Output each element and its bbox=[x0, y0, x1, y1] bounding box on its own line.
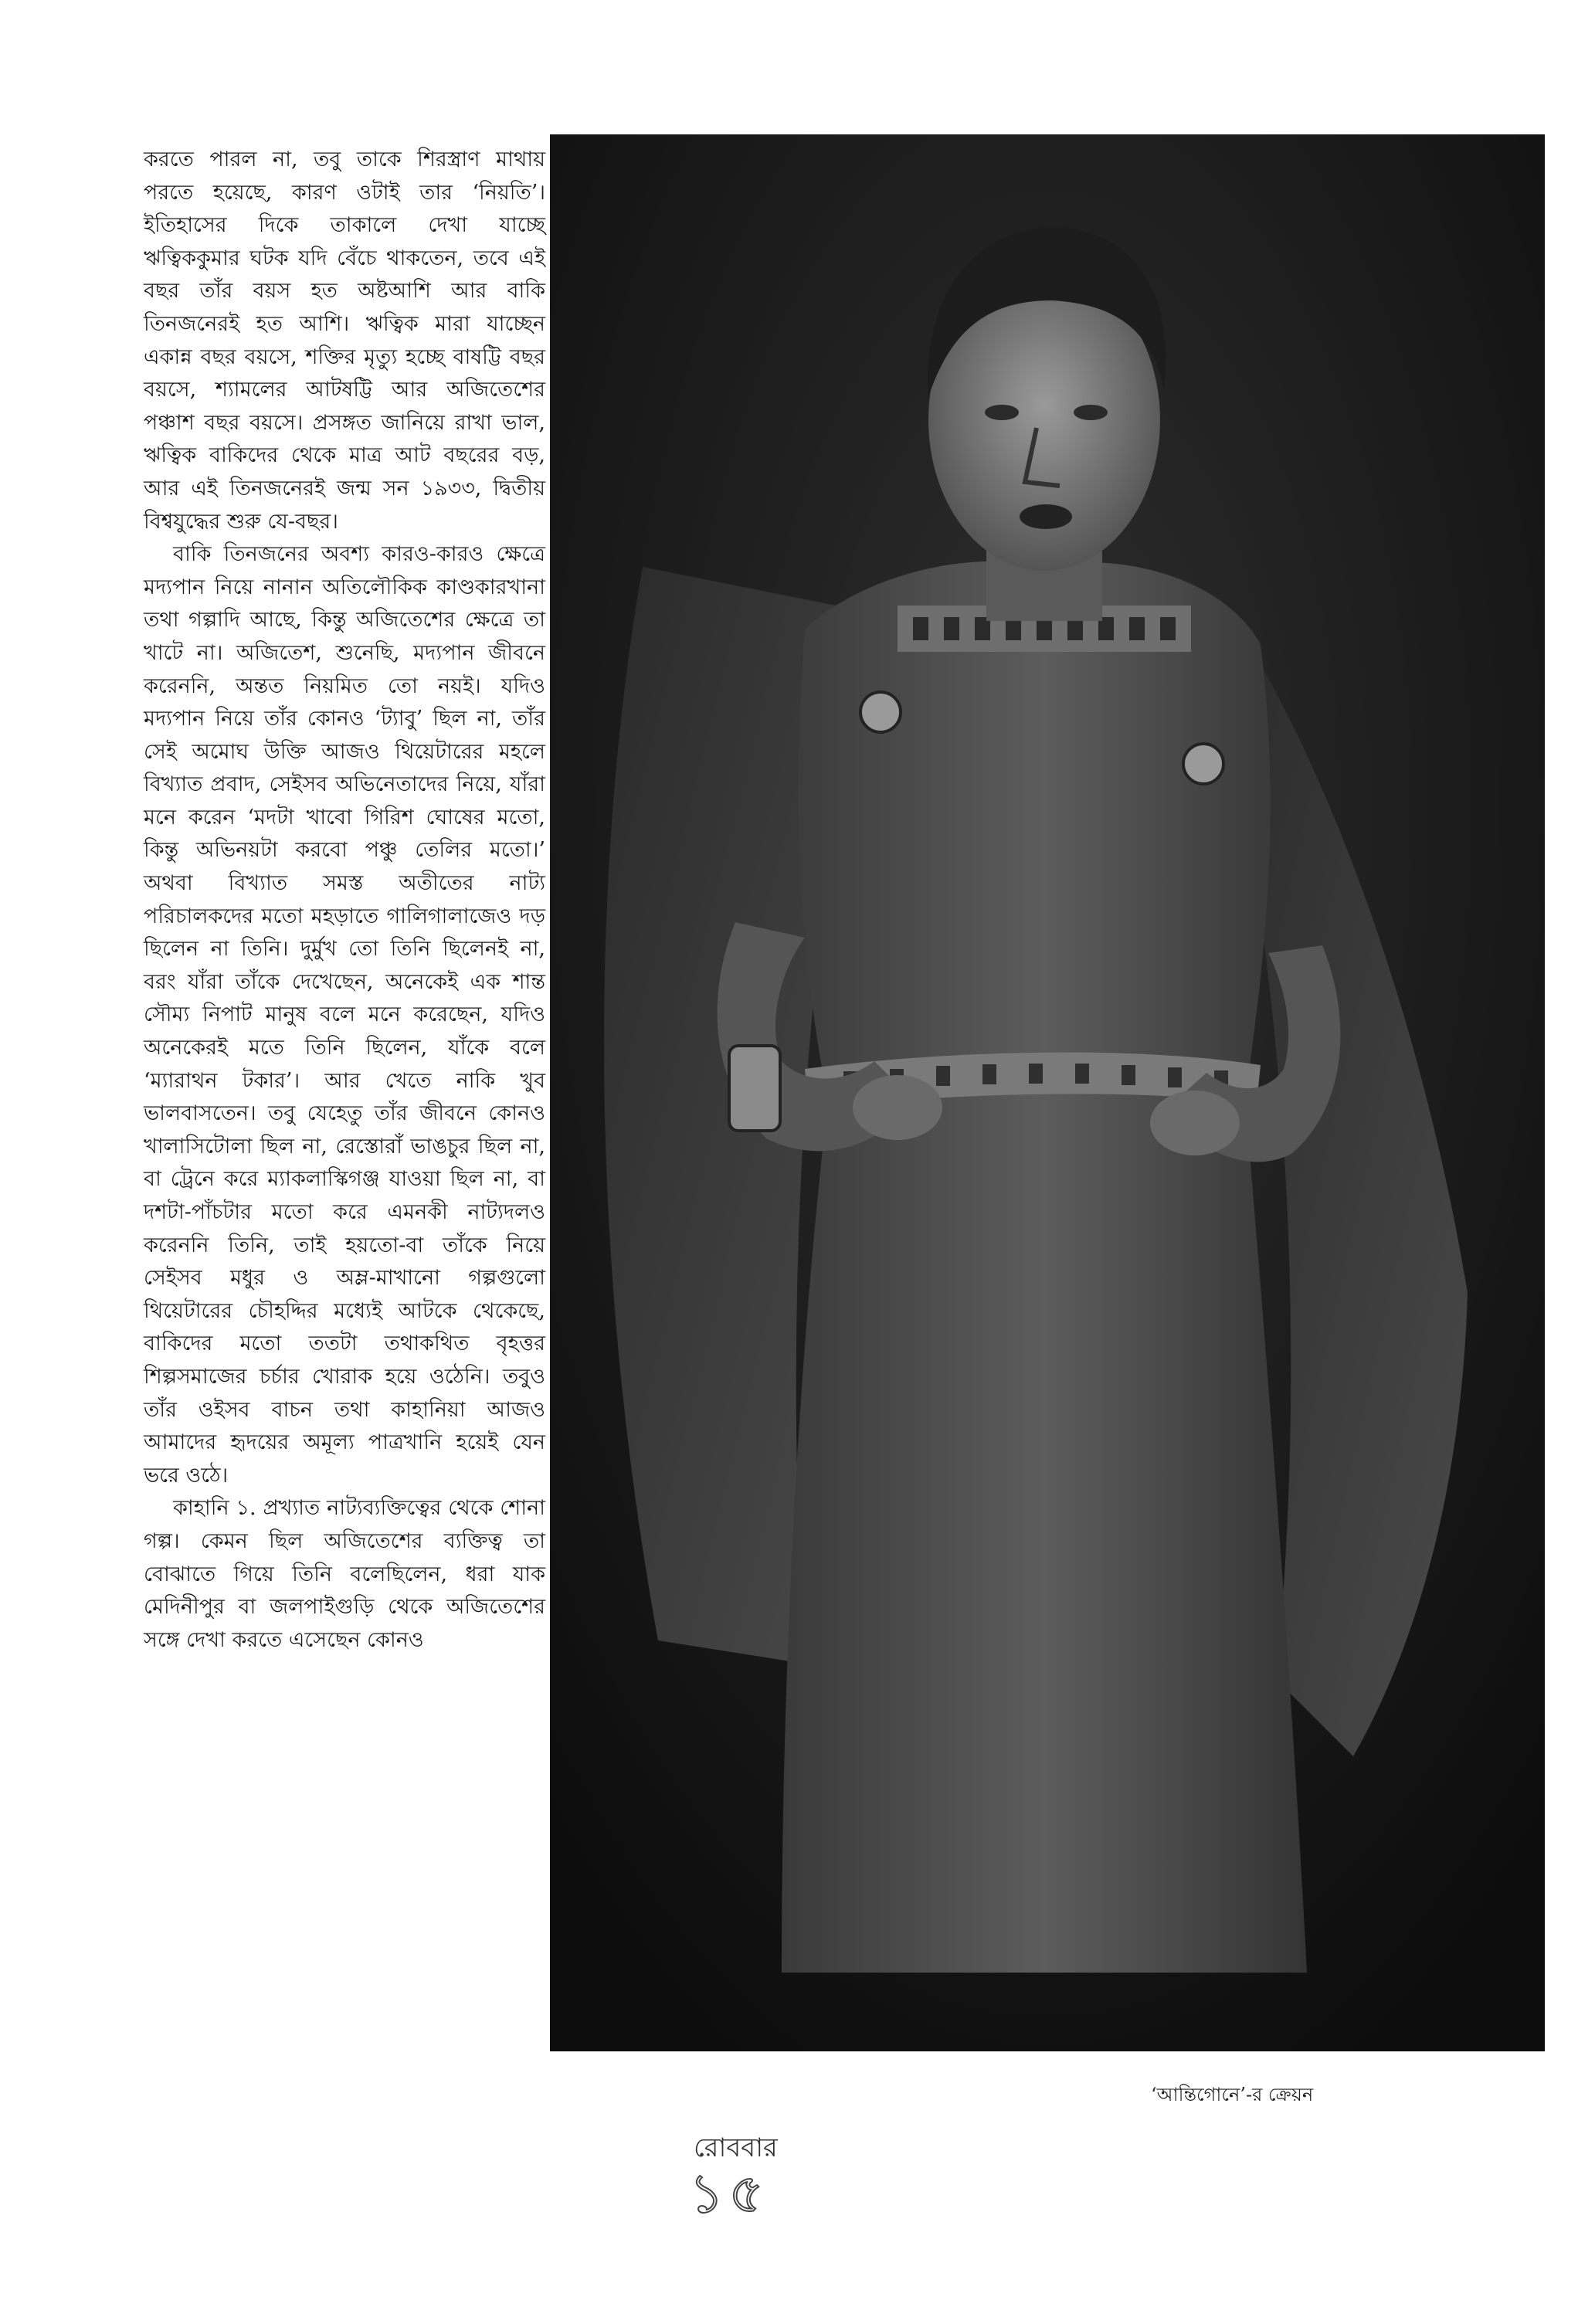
actor-photo-illustration bbox=[550, 134, 1545, 2051]
magazine-name: রোববার bbox=[694, 2132, 778, 2163]
actor-photo bbox=[550, 134, 1545, 2051]
article-column bbox=[144, 144, 545, 1657]
article-paragraph-3: কাহানি ১. প্রখ্যাত নাট্যব্যক্তিত্বের থেকে শোনা গল্প। কেমন ছিল অজিতেশের ব্যক্তিত্ব তা বোঝাতে গিয়ে তিনি বলেছিলেন, ধরা যাক মেদিনীপুর বা জলপাইগুড়ি থেকে অজিতেশের সঙ্গে দেখা করতে এসেছেন কোনও bbox=[144, 1496, 545, 1652]
photo-caption: ‘আন্তিগোনে’-র ক্রেয়ন bbox=[1151, 2084, 1314, 2105]
page-number: ১৫ bbox=[689, 2162, 769, 2225]
article-paragraph-1: করতে পারল না, তবু তাকে শিরস্ত্রাণ মাথায় পরতে হয়েছে, কারণ ওটাই তার ‘নিয়তি’। ইতিহাসের দিকে তাকালে দেখা যাচ্ছে ঋত্বিককুমার ঘটক যদি বেঁচে থাকতেন, তবে এই বছর তাঁর বয়স হত অষ্টআশি আর বাকি তিনজনেরই হত আশি। ঋত্বিক মারা যাচ্ছেন একান্ন বছর বয়সে, শক্তির মৃত্যু হচ্ছে বাষট্টি বছর বয়সে, শ্যামলের আটষট্টি আর অজিতেশের পঞ্চাশ বছর বয়সে। প্রসঙ্গত জানিয়ে রাখা ভাল, ঋত্বিক বাকিদের থেকে মাত্র আট বছরের বড়, আর এই তিনজনেরই জন্ম সন ১৯৩৩, দ্বিতীয় বিশ্বযুদ্ধের শুরু যে-বছর। bbox=[144, 148, 545, 534]
article-paragraph-2: বাকি তিনজনের অবশ্য কারও-কারও ক্ষেত্রে মদ্যপান নিয়ে নানান অতিলৌকিক কাণ্ডকারখানা তথা গল্পাদি আছে, কিন্তু অজিতেশের ক্ষেত্রে তা খাটে না। অজিতেশ, শুনেছি, মদ্যপান জীবনে করেননি, অন্তত নিয়মিত তো নয়ই। যদিও মদ্যপান নিয়ে তাঁর কোনও ‘ট্যাবু’ ছিল না, তাঁর সেই অমোঘ উক্তি আজও থিয়েটারের মহলে বিখ্যাত প্রবাদ, সেইসব অভিনেতাদের নিয়ে, যাঁরা মনে করেন ‘মদটা খাবো গিরিশ ঘোষের মতো, কিন্তু অভিনয়টা করবো পঞ্চু তেলির মতো।’ অথবা বিখ্যাত সমস্ত অতীতের নাট্য পরিচালকদের মতো মহড়াতে গালিগালাজেও দড় ছিলেন না তিনি। দুর্মুখ তো তিনি ছিলেনই না, বরং যাঁরা তাঁকে দেখেছেন, অনেকেই এক শান্ত সৌম্য নিপাট মানুষ বলে মনে করেছেন, যদিও অনেকেরই মতে তিনি ছিলেন, যাঁকে বলে ‘ম্যারাথন টকার’। আর খেতে নাকি খুব ভালবাসতেন। তবু যেহেতু তাঁর জীবনে কোনও খালাসিটোলা ছিল না, রেস্তোরাঁ ভাঙচুর ছিল না, বা ট্রেনে করে ম্যাকলাস্কিগঞ্জ যাওয়া ছিল না, বা দশটা-পাঁচটার মতো করে এমনকী নাট্যদলও করেননি তিনি, তাই হয়তো-বা তাঁকে নিয়ে সেইসব মধুর ও অম্ল-মাখানো গল্পগুলো থিয়েটারের চৌহদ্দির মধ্যেই আটকে থেকেছে, বাকিদের মতো ততটা তথাকথিত বৃহত্তর শিল্পসমাজের চর্চার খোরাক হয়ে ওঠেনি। তবুও তাঁর ওইসব বাচন তথা কাহানিয়া আজও আমাদের হৃদয়ের অমূল্য পাত্রখানি হয়েই যেন ভরে ওঠে। bbox=[144, 542, 545, 1488]
